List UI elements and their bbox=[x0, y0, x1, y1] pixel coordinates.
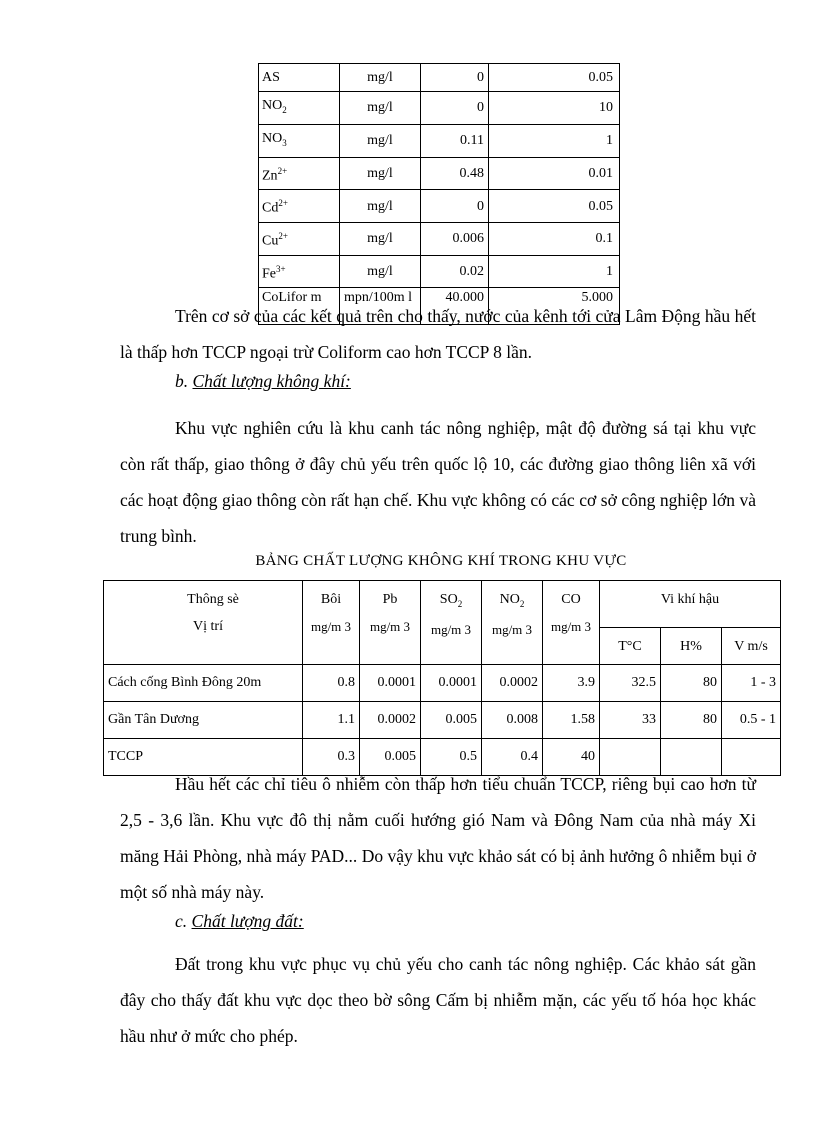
param-cell: $NO_2$ bbox=[259, 92, 340, 125]
humidity-cell: 80 bbox=[661, 702, 722, 739]
header-param-position bbox=[104, 581, 303, 665]
pb-cell: 0.005 bbox=[360, 739, 421, 776]
value-cell: 0.02 bbox=[421, 255, 489, 288]
unit-cell: mg/l bbox=[340, 124, 421, 157]
value-cell: 0.006 bbox=[421, 222, 489, 255]
header-co-label: CO bbox=[561, 592, 581, 607]
header-no2-label: $NO_2$ bbox=[499, 592, 525, 609]
so2-cell: 0.5 bbox=[421, 739, 482, 776]
unit-cell: mg/l bbox=[340, 255, 421, 288]
limit-cell: 1 bbox=[489, 255, 620, 288]
position-cell: Gần Tân Dương bbox=[104, 702, 303, 739]
header-unit: mg/m 3 bbox=[550, 619, 592, 634]
position-cell: TCCP bbox=[104, 739, 303, 776]
so2-cell: 0.005 bbox=[421, 702, 482, 739]
unit-cell: mg/l bbox=[340, 222, 421, 255]
heading-text: Chất lượng không khí: bbox=[192, 371, 351, 391]
limit-cell: 0.1 bbox=[489, 222, 620, 255]
table-header-row bbox=[104, 581, 781, 628]
header-position-label: Vị trí bbox=[193, 619, 223, 634]
unit-cell: mg/l bbox=[340, 157, 421, 190]
wind-cell: 0.5 - 1 bbox=[722, 702, 781, 739]
temp-cell: 33 bbox=[600, 702, 661, 739]
value-cell: 0.11 bbox=[421, 124, 489, 157]
value-cell: 0 bbox=[421, 92, 489, 125]
table-row bbox=[259, 190, 620, 223]
limit-cell: 0.01 bbox=[489, 157, 620, 190]
table-row bbox=[259, 222, 620, 255]
dust-cell: 0.3 bbox=[303, 739, 360, 776]
so2-cell: 0.0001 bbox=[421, 665, 482, 702]
limit-cell: 1 bbox=[489, 124, 620, 157]
table-row bbox=[104, 665, 781, 702]
co-cell: 40 bbox=[543, 739, 600, 776]
header-unit: mg/m 3 bbox=[491, 621, 533, 637]
header-unit: mg/m 3 bbox=[369, 619, 411, 634]
temp-cell: 32.5 bbox=[600, 665, 661, 702]
paragraph-soil bbox=[120, 946, 756, 1054]
header-unit: mg/m 3 bbox=[430, 621, 472, 637]
value-cell: 0 bbox=[421, 64, 489, 92]
value-cell: 0.48 bbox=[421, 157, 489, 190]
paragraph-text: Hầu hết các chỉ tiêu ô nhiễm còn thấp hơn tiểu chuẩn TCCP, riêng bụi cao hơn từ 2,5 - 3,6 lần. Khu vực đô thị nằm cuối hướng gió Nam và Đông Nam của nhà máy Xi măng Hải Phòng, nhà máy PAD... Do vậy khu vực khảo sát có bị ảnh hưởng ô nhiễm bụi ở một số nhà máy này. bbox=[120, 774, 756, 902]
paragraph-text: Trên cơ sở của các kết quả trên cho thấy, nước của kênh tới cửa Lâm Động hầu hết là thấp hơn TCCP ngoại trừ Coliform cao hơn TCCP 8 lần. bbox=[120, 306, 756, 362]
heading-prefix: c. bbox=[175, 911, 192, 931]
humidity-cell: 80 bbox=[661, 665, 722, 702]
table-row bbox=[259, 124, 620, 157]
limit-cell: 0.05 bbox=[489, 64, 620, 92]
value-cell: 40.000 bbox=[421, 288, 489, 325]
header-wind: V m/s bbox=[722, 628, 781, 665]
co-cell: 1.58 bbox=[543, 702, 600, 739]
value-cell: 0 bbox=[421, 190, 489, 223]
air-table-caption: BẢNG CHẤT LƯỢNG KHÔNG KHÍ TRONG KHU VỰC bbox=[255, 553, 627, 569]
dust-cell: 1.1 bbox=[303, 702, 360, 739]
limit-cell: 5.000 bbox=[489, 288, 620, 325]
limit-cell: 10 bbox=[489, 92, 620, 125]
header-pb bbox=[360, 581, 421, 665]
table-row bbox=[259, 64, 620, 92]
unit-cell: mg/l bbox=[340, 190, 421, 223]
param-cell: $NO_3$ bbox=[259, 124, 340, 157]
header-dust bbox=[303, 581, 360, 665]
header-pb-label: Pb bbox=[382, 592, 398, 607]
header-micro-climate: Vi khí hậu bbox=[600, 581, 781, 628]
paragraph-air-conclusion bbox=[120, 766, 756, 910]
param-cell: $Zn^{2+}$ bbox=[259, 157, 340, 190]
header-humidity: H% bbox=[661, 628, 722, 665]
header-so2-label: $SO_2$ bbox=[439, 592, 463, 609]
param-cell: $Cu^{2+}$ bbox=[259, 222, 340, 255]
table-row bbox=[259, 92, 620, 125]
heading-text: Chất lượng đất: bbox=[191, 911, 304, 931]
pb-cell: 0.0001 bbox=[360, 665, 421, 702]
paragraph-air-intro bbox=[120, 410, 756, 554]
co-cell: 3.9 bbox=[543, 665, 600, 702]
param-cell: $Fe^{3+}$ bbox=[259, 255, 340, 288]
no2-cell: 0.4 bbox=[482, 739, 543, 776]
section-heading-air bbox=[175, 371, 351, 392]
header-no2 bbox=[482, 581, 543, 665]
heading-prefix: b. bbox=[175, 371, 193, 391]
position-cell: Cách cống Bình Đông 20m bbox=[104, 665, 303, 702]
unit-cell: mg/l bbox=[340, 64, 421, 92]
paragraph-text: Khu vực nghiên cứu là khu canh tác nông nghiệp, mật độ đường sá tại khu vực còn rất thấp, giao thông ở đây chủ yếu trên quốc lộ 10, các đường giao thông liên xã với các hoạt động giao thông còn rất hạn chế. Khu vực không có các cơ sở công nghiệp lớn và trung bình. bbox=[120, 418, 756, 546]
air-quality-table bbox=[103, 580, 781, 776]
no2-cell: 0.008 bbox=[482, 702, 543, 739]
dust-cell: 0.8 bbox=[303, 665, 360, 702]
header-temp: T°C bbox=[600, 628, 661, 665]
paragraph-water-conclusion bbox=[120, 298, 756, 370]
pb-cell: 0.0002 bbox=[360, 702, 421, 739]
section-heading-soil bbox=[175, 911, 304, 932]
header-co bbox=[543, 581, 600, 665]
unit-cell: mpn/100m l bbox=[340, 288, 421, 325]
paragraph-text: Đất trong khu vực phục vụ chủ yếu cho canh tác nông nghiệp. Các khảo sát gần đây cho thấy đất khu vực dọc theo bờ sông Cấm bị nhiễm mặn, các yếu tố hóa học khác hầu như ở mức cho phép. bbox=[120, 954, 756, 1046]
water-quality-table bbox=[258, 63, 620, 325]
table-row bbox=[104, 702, 781, 739]
unit-cell: mg/l bbox=[340, 92, 421, 125]
header-unit: mg/m 3 bbox=[310, 619, 352, 634]
no2-cell: 0.0002 bbox=[482, 665, 543, 702]
header-dust-label: Bôi bbox=[320, 592, 342, 607]
header-param-label: Thông sè bbox=[187, 592, 239, 607]
wind-cell: 1 - 3 bbox=[722, 665, 781, 702]
param-cell: CoLifor m bbox=[259, 288, 340, 325]
param-cell: $Cd^{2+}$ bbox=[259, 190, 340, 223]
table-row bbox=[259, 157, 620, 190]
param-cell: AS bbox=[259, 64, 340, 92]
header-so2 bbox=[421, 581, 482, 665]
table-row bbox=[259, 255, 620, 288]
limit-cell: 0.05 bbox=[489, 190, 620, 223]
